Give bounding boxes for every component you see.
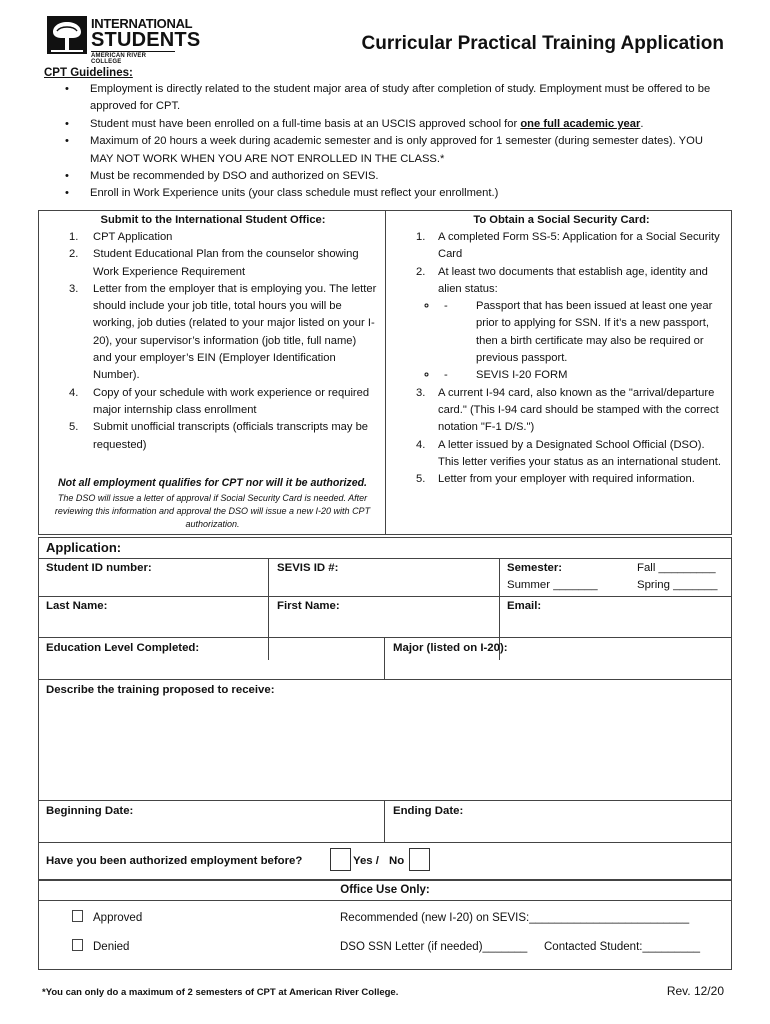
cpt-warning-note: Not all employment qualifies for CPT nor will it be authorized. — [57, 477, 367, 489]
semester-summer-option[interactable]: Summer _______ — [507, 579, 598, 591]
guideline-item: • Enroll in Work Experience units (your class schedule must reflect your enrollment.) — [44, 185, 724, 202]
requirements-box — [38, 210, 732, 535]
semester-fall-option[interactable]: Fall _________ — [637, 562, 716, 574]
divider — [39, 596, 731, 597]
student-id-field[interactable]: Student ID number: — [46, 562, 152, 574]
divider — [39, 800, 731, 801]
divider — [268, 558, 269, 660]
guidelines-list — [44, 81, 724, 203]
recommended-field[interactable]: Recommended (new I-20) on SEVIS:_________________________ — [340, 912, 690, 924]
guideline-item: • Employment is directly related to the student major area of study after completion of study. Employment must be offered to be approved for CPT. — [44, 81, 724, 116]
divider — [39, 842, 731, 843]
ssn-sublist — [438, 298, 723, 384]
divider — [39, 558, 731, 559]
application-heading: Application: — [46, 540, 122, 555]
logo-text-students: STUDENTS — [91, 29, 201, 51]
tree-icon — [45, 14, 89, 58]
revision-label: Rev. 12/20 — [666, 984, 724, 998]
submit-item: 5. Submit unofficial transcripts (officials transcripts may be requested) — [69, 421, 369, 451]
submit-item: 2. Student Educational Plan from the counselor showing Work Experience Requirement — [69, 248, 359, 278]
ssn-item: 1. A completed Form SS-5: Application for a Social Security Card — [416, 231, 720, 261]
office-use-heading: Office Use Only: — [38, 880, 732, 900]
ssn-item: 2. At least two documents that establish age, identity and alien status: - ◦ Passport that has been issued at least one year prior to applying for SSN. If it’s a new passport, then a birth certificate may also be required or previous passport. - ◦ SEVIS I-20 FORM — [400, 264, 723, 385]
submit-column — [39, 211, 386, 534]
authorized-question: Have you been authorized employment before? — [46, 855, 303, 867]
ssn-item: 4. A letter issued by a Designated School Official (DSO). This letter verifies your status as an international student. — [416, 438, 721, 468]
dso-approval-note: The DSO will issue a letter of approval if Social Security Card is needed. After reviewing this information and approval the DSO will issue a new I-20 with CPT authorization. — [54, 493, 371, 529]
yes-checkbox[interactable] — [330, 848, 351, 871]
ssn-list — [400, 229, 723, 488]
no-label: No — [389, 855, 405, 867]
beginning-date-field[interactable]: Beginning Date: — [46, 805, 134, 817]
no-checkbox[interactable] — [409, 848, 430, 871]
guideline-emphasis: one full academic year — [520, 117, 641, 130]
logo-text-college: AMERICAN RIVER COLLEGE — [91, 51, 175, 65]
education-level-field[interactable]: Education Level Completed: — [46, 642, 200, 654]
ssn-column — [386, 211, 731, 534]
last-name-field[interactable]: Last Name: — [46, 600, 108, 612]
email-field[interactable]: Email: — [507, 600, 542, 612]
divider — [384, 800, 385, 842]
semester-label: Semester: — [507, 562, 563, 574]
college-logo — [45, 14, 201, 65]
submit-item: 4. Copy of your schedule with work experience or required major internship class enrollment — [69, 386, 370, 416]
ending-date-field[interactable]: Ending Date: — [393, 805, 464, 817]
submit-heading: Submit to the International Student Office: — [100, 214, 326, 226]
submit-item: 3. Letter from the employer that is employing you. The letter should include your job title, total hours you will be working, job duties (related to your major listed on your I-20), your supervisor’s information (job title, full name) and your employer’s EIN (Employer Identification Number). — [69, 282, 377, 382]
guidelines-heading: CPT Guidelines: — [44, 67, 133, 79]
footer-note: *You can only do a maximum of 2 semesters of CPT at American River College. — [42, 987, 399, 998]
ssn-subitem: - ◦ SEVIS I-20 FORM — [438, 367, 723, 384]
ssn-item: 5. Letter from your employer with required information. — [416, 473, 695, 486]
approved-label: Approved — [93, 912, 143, 924]
denied-checkbox[interactable] — [72, 939, 83, 951]
guideline-item: • Student must have been enrolled on a full-time basis at an USCIS approved school for one full academic year. — [44, 116, 724, 133]
ssn-item: 3. A current I-94 card, also known as the "arrival/departure card." (This I-94 card should be stamped with the correct notation "F-1 D/S.") — [416, 386, 719, 434]
ssn-heading: To Obtain a Social Security Card: — [473, 214, 650, 226]
ssn-subitem: - ◦ Passport that has been issued at least one year prior to applying for SSN. If it’s a new passport, then a birth certificate may also be required or previous passport. — [438, 298, 723, 367]
logo-text-international: INTERNATIONAL — [91, 16, 193, 31]
denied-label: Denied — [93, 941, 130, 953]
application-form — [38, 537, 732, 880]
guideline-item: • Maximum of 20 hours a week during academic semester and is only approved for 1 semester (during semester dates). YOU MAY NOT WORK WHEN YOU ARE NOT ENROLLED IN THE CLASS.* — [44, 133, 724, 168]
divider — [384, 637, 385, 679]
office-use-box — [38, 900, 732, 970]
page-title: Curricular Practical Training Application — [361, 33, 724, 54]
major-field[interactable]: Major (listed on I-20): — [393, 642, 508, 654]
guideline-item: • Must be recommended by DSO and authorized on SEVIS. — [44, 168, 724, 185]
submit-list — [49, 229, 377, 454]
submit-item: 1. CPT Application — [69, 231, 173, 243]
training-description-field[interactable]: Describe the training proposed to receive: — [46, 684, 275, 696]
contacted-student-field[interactable]: Contacted Student:_________ — [544, 941, 701, 953]
approved-checkbox[interactable] — [72, 910, 83, 922]
dso-letter-field[interactable]: DSO SSN Letter (if needed)_______ — [340, 941, 528, 953]
first-name-field[interactable]: First Name: — [277, 600, 340, 612]
divider — [39, 637, 731, 638]
sevis-id-field[interactable]: SEVIS ID #: — [277, 562, 339, 574]
divider — [39, 679, 731, 680]
semester-spring-option[interactable]: Spring _______ — [637, 579, 718, 591]
yes-label: Yes / — [353, 855, 379, 867]
cpt-guidelines — [44, 65, 724, 203]
